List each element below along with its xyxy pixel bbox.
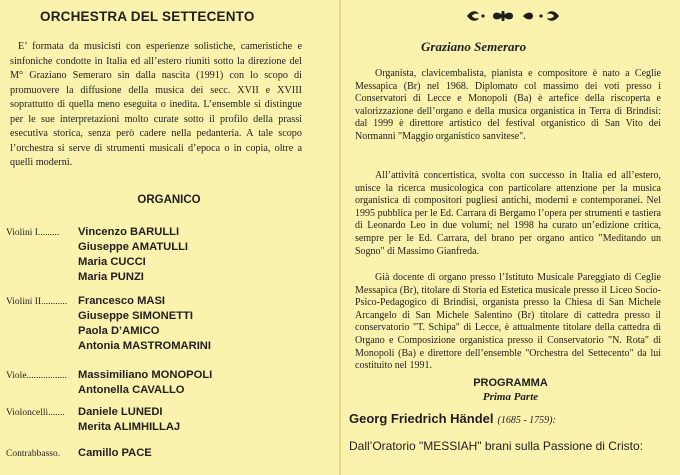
composer-name: Georg Friedrich Händel bbox=[349, 411, 494, 426]
section-names bbox=[78, 405, 180, 435]
right-column bbox=[341, 0, 680, 475]
fleuron-ornament-icon bbox=[463, 8, 563, 24]
orchestra-title: ORCHESTRA DEL SETTECENTO bbox=[40, 9, 255, 24]
musician-name: Camillo PACE bbox=[78, 447, 152, 459]
musician-name: Maria CUCCI bbox=[78, 256, 146, 268]
section-label: Violini II........... bbox=[6, 297, 68, 307]
section-names bbox=[78, 294, 211, 354]
musician-name: Antonia MASTROMARINI bbox=[78, 340, 211, 352]
section-label: Contrabbasso. bbox=[6, 449, 61, 459]
section-names bbox=[78, 225, 188, 285]
section-names bbox=[78, 446, 152, 461]
section-names bbox=[78, 368, 212, 398]
musician-name: Daniele LUNEDI bbox=[78, 406, 163, 418]
left-column bbox=[0, 0, 338, 475]
musician-name: Giuseppe SIMONETTI bbox=[78, 310, 193, 322]
musician-name: Antonella CAVALLO bbox=[78, 384, 185, 396]
bio-paragraph-2: All’attività concertistica, svolta con successo in Italia ed all’estero, unisce la ricerca musicologica con particolare attenzione per la musica organistica di compositori pugliesi antichi, moderni e contemporanei. Nel 1995 pubblica per le Ed. Carrara di Bergamo l’opera per strumenti e tastiera di Leonardo Leo in due volumi; nel 1998 ha curato un’edizione critica, sempre per le Ed. Carrara, del brano per organo antico "Meditando un Sogno" di Massimo Gianfreda. bbox=[355, 170, 661, 257]
musician-name: Vincenzo BARULLI bbox=[78, 226, 180, 238]
orchestra-description: E’ formata da musicisti con esperienze solistiche, cameristiche e sinfoniche condotte in Italia ed all’estero riuniti sotto la direzione del M° Graziano Semeraro sin dalla nascita (1991) con lo scopo di promuovere la diffusione della musica dei secc. XVII e XVIII soprattutto di quella meno eseguita o inedita. L’ensemble si distingue per le sue interpretazioni molto curate sotto il profilo della prassi esecutiva storica, senza però cadere nella pedanteria. A tale scopo l’orchestra si serve di strumenti musicali d’epoca o in copia, oltre a quelli moderni. bbox=[10, 41, 302, 168]
musician-name: Paola D’AMICO bbox=[78, 325, 160, 337]
musician-name: Giuseppe AMATULLI bbox=[78, 241, 189, 253]
section-label: Violoncelli....... bbox=[6, 408, 65, 418]
prima-parte-heading: Prima Parte bbox=[482, 391, 539, 403]
bio-paragraph-3: Già docente di organo presso l’Istituto Musicale Pareggiato di Ceglie Messapica (Br), titolare di Storia ed Estetica musicale presso il Liceo Socio-Psico-Pedagogico di Brindisi, organista presso la Chiesa di San Michele Arcangelo di San Michele Salentino (Br) titolare di cattedra presso il conservatorio "T. Schipa" di Lecce, è attualmente titolare della cattedra di Organo e Composizione organistica presso il Conservatorio "N. Rota" di Monopoli (Ba) e direttore dell’ensemble "Orchestra del Settecento" da lui costituito nel 1991. bbox=[355, 272, 661, 372]
musician-name: Francesco MASI bbox=[78, 295, 166, 307]
section-label: Violini I......... bbox=[6, 228, 60, 238]
organico-heading: ORGANICO bbox=[137, 194, 201, 206]
work-title: Dall’Oratorio "MESSIAH" brani sulla Passione di Cristo: bbox=[349, 439, 643, 453]
musician-name: Merita ALIMHILLAJ bbox=[78, 421, 181, 433]
director-name: Graziano Semeraro bbox=[421, 39, 527, 54]
composer-line bbox=[349, 410, 556, 428]
musician-name: Massimiliano MONOPOLI bbox=[78, 369, 213, 381]
musician-name: Maria PUNZI bbox=[78, 271, 144, 283]
composer-years: (1685 - 1759): bbox=[497, 415, 556, 426]
bio-paragraph-1: Organista, clavicembalista, pianista e compositore è nato a Ceglie Messapica (Br) nel 1968. Diplomato col massimo dei voti presso i Conservatori di Lecce e Monopoli (Ba) è artefice della riscoperta e valorizzazione dell’organo e della musica organistica in Terra di Brindisi: dal 1999 è direttore artistico del festival organistico di San Vito dei Normanni "Maggio organistico sanvitese". bbox=[355, 68, 661, 142]
section-label: Viole................. bbox=[6, 371, 67, 381]
programma-heading: PROGRAMMA bbox=[473, 377, 548, 389]
